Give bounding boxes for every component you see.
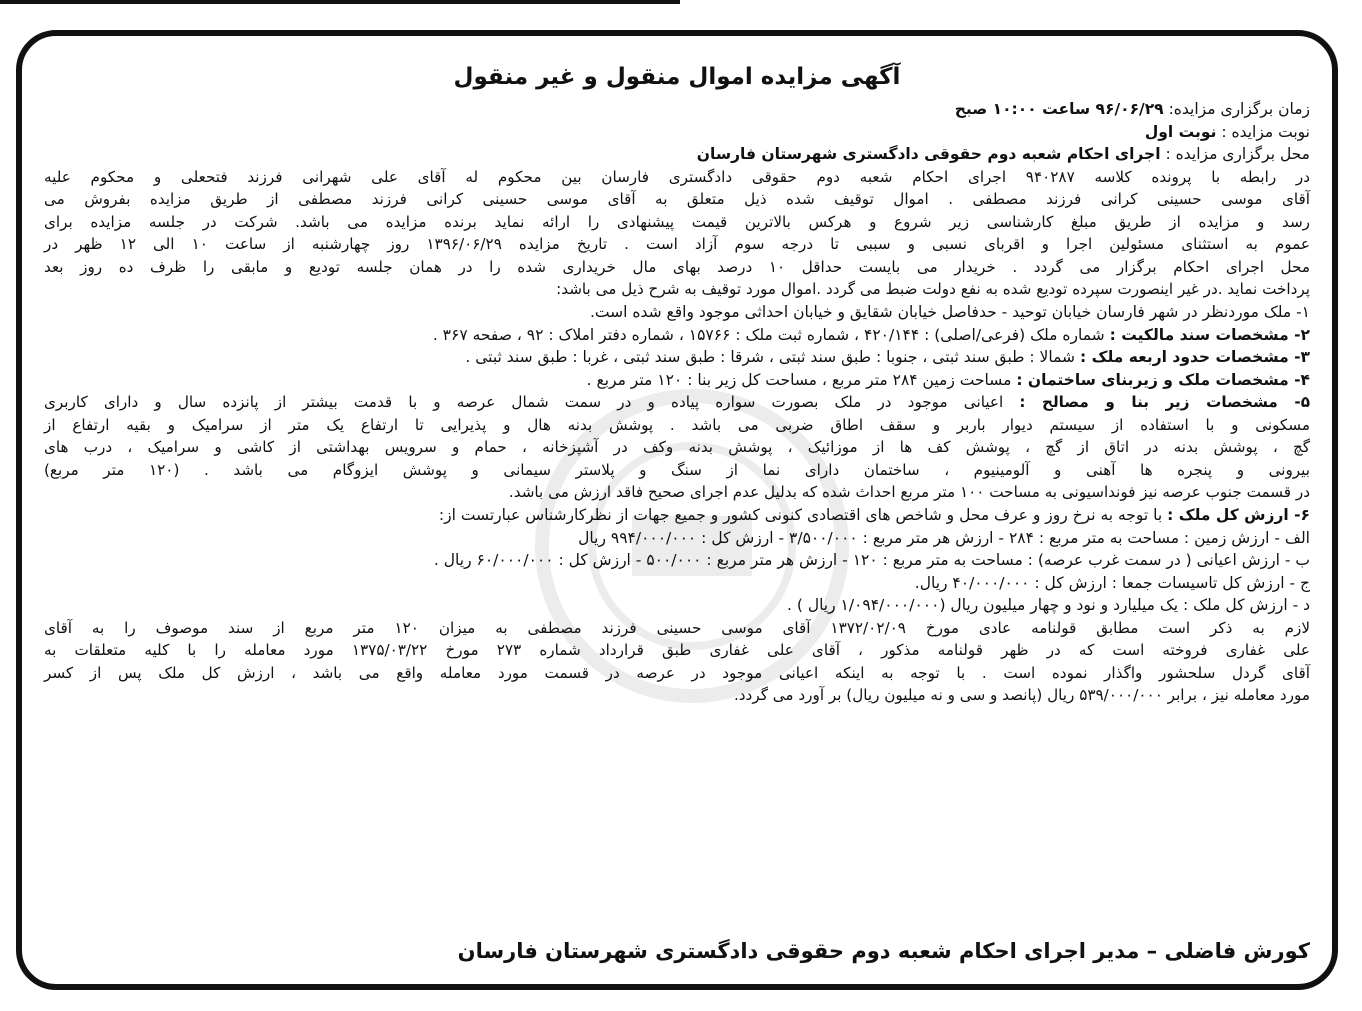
- item-6: [44, 504, 1310, 527]
- item-5-last-line: در قسمت جنوب عرصه نیز فونداسیونی به مساحت ۱۰۰ متر مربع احداث شده که بدلیل عدم اجرای صحیح فاقد ارزش می باشد.: [508, 483, 1310, 502]
- item-2-text: شماره ملک (فرعی/اصلی) : ۴۲۰/۱۴۴ ، شماره ثبت ملک : ۱۵۷۶۶ ، شماره دفتر املاک : ۹۲ ، صفحه ۳۶۷ .: [432, 325, 1110, 344]
- auction-time-value: ۹۶/۰۶/۲۹ ساعت ۱۰:۰۰ صبح: [954, 100, 1164, 118]
- auction-time-label: زمان برگزاری مزایده:: [1168, 100, 1310, 118]
- intro-line: در رابطه با پرونده کلاسه ۹۴۰۲۸۷ اجرای احکام شعبه دوم حقوقی دادگستری فارسان بین محکوم له آقای علی شهرانی فرزند فتحعلی و محکوم علیه: [44, 167, 1310, 186]
- item-4-text: مساحت زمین ۲۸۴ متر مربع ، مساحت کل زیر بنا : ۱۲۰ متر مربع .: [586, 370, 1017, 389]
- item-2: [44, 324, 1310, 347]
- auction-place: [44, 143, 1310, 166]
- item-5-line: مسکونی و با استفاده از سیستم دیوار باربر و سقف اطاق ضربی می باشد . پوشش بدنه هال و پذیرایی تا ارتفاع یک متر از سرامیک و بقیه ارتفاع از: [44, 415, 1310, 434]
- item-5-line: بیرونی و پنجره ها آهنی و آلومینیوم ، ساختمان دارای نما از سنگ و پلاستر سیمانی و پوشش ایزوگام می باشد . (۱۲۰ متر مربع): [44, 460, 1310, 479]
- auction-place-label: محل برگزاری مزایده :: [1165, 145, 1310, 163]
- item-5-line: گچ ، پوشش بدنه در اتاق از گچ ، پوشش کف ها از موزائیک ، پوشش بدنه وکف در آشپزخانه ، حمام و سرویس بهداشتی از کاشی و سرامیک ، درب های: [44, 438, 1310, 457]
- item-3-text: شمالا : طبق سند ثبتی ، جنوبا : طبق سند ثبتی ، شرقا : طبق سند ثبتی ، غربا : طبق سند ثبتی .: [465, 348, 1080, 367]
- signature: کورش فاضلی – مدیر اجرای احکام شعبه دوم حقوقی دادگستری شهرستان فارسان: [457, 939, 1310, 963]
- auction-time: [44, 98, 1310, 121]
- notice-title: آگهی مزایده اموال منقول و غیر منقول: [453, 64, 901, 90]
- intro-line: محل اجرای احکام برگزار می گردد . خریدار می بایست حداقل ۱۰ درصد بهای مال خریداری شده را در همان جلسه تودیع و مابقی را ظرف ده روز بعد: [44, 257, 1310, 276]
- auction-round: [44, 121, 1310, 144]
- auction-place-value: اجرای احکام شعبه دوم حقوقی دادگستری شهرستان فارسان: [696, 145, 1161, 163]
- value-line: الف - ارزش زمین : مساحت به متر مربع : ۲۸۴ - ارزش هر متر مربع : ۳/۵۰۰/۰۰۰ - ارزش کل : ۹۹۴/۰۰۰/۰۰۰ ریال: [578, 528, 1310, 547]
- note-line: علی غفاری فروخته است که در ظهر قولنامه مذکور ، آقای علی غفاری طبق قرارداد شماره ۲۷۳ مورخ ۱۳۷۵/۰۳/۲۲ مورد معامله را با کلیه متعلقات به: [44, 641, 1310, 660]
- intro-line: آقای موسی حسینی کرانی فرزند مصطفی . اموال توقیف شده ذیل متعلق به آقای موسی حسینی کرانی فرزند مصطفی از طریق مزایده بفروش می: [44, 190, 1310, 209]
- intro-line: رسد و مزایده از طریق مبلغ کارشناسی زیر شروع و هرکس بالاترین قیمت پیشنهادی را ارائه نماید برنده مزایده می باشد. شرکت در جلسه مزایده برای: [44, 212, 1310, 231]
- notice-frame: [16, 30, 1338, 990]
- notice-body: [44, 56, 1310, 707]
- value-line: د - ارزش کل ملک : یک میلیارد و نود و چهار میلیون ریال (۱/۰۹۴/۰۰۰/۰۰۰ ریال ) .: [786, 596, 1310, 615]
- item-5-label: ۵- مشخصات زیر بنا و مصالح :: [1019, 393, 1310, 412]
- item-3-label: ۳- مشخصات حدود اربعه ملک :: [1079, 348, 1310, 367]
- item-4: [44, 369, 1310, 392]
- item-6-label: ۶- ارزش کل ملک :: [1167, 506, 1310, 525]
- note-paragraph: [44, 617, 1310, 707]
- top-rule: [0, 0, 680, 4]
- item-3: [44, 346, 1310, 369]
- item-2-label: ۲- مشخصات سند مالکیت :: [1109, 325, 1310, 344]
- value-line: ج - ارزش کل تاسیسات جمعا : ارزش کل : ۴۰/۰۰۰/۰۰۰ ریال.: [914, 573, 1310, 592]
- item-1: ۱- ملک موردنظر در شهر فارسان خیابان توحید - حدفاصل خیابان شقایق و خیابان احداثی موجود واقع شده است.: [589, 303, 1310, 322]
- auction-round-label: نوبت مزایده :: [1221, 122, 1310, 141]
- note-last-line: مورد معامله نیز ، برابر ۵۳۹/۰۰۰/۰۰۰ ریال (پانصد و سی و نه میلیون ریال) بر آورد می گردد.: [733, 686, 1310, 705]
- item-6-text: با توجه به نرخ روز و عرف محل و شاخص های اقتصادی کنونی کشور و جمیع جهات از نظرکارشناس عبارتست از:: [438, 506, 1168, 525]
- value-line: ب - ارزش اعیانی ( در سمت غرب عرصه) : مساحت به متر مربع : ۱۲۰ - ارزش هر متر مربع : ۵۰۰/۰۰۰ - ارزش کل : ۶۰/۰۰۰/۰۰۰ ریال .: [433, 551, 1310, 570]
- note-line: لازم به ذکر است مطابق قولنامه عادی مورخ ۱۳۷۲/۰۲/۰۹ آقای موسی حسینی فرزند مصطفی به میزان ۱۲۰ متر مربع از سند موصوف را به آقای: [44, 618, 1310, 637]
- auction-round-value: نوبت اول: [1144, 122, 1217, 141]
- intro-paragraph: [44, 166, 1310, 302]
- item-5-first-line: [44, 391, 1310, 414]
- item-5: [44, 391, 1310, 504]
- item-4-label: ۴- مشخصات ملک و زیربنای ساختمان :: [1016, 370, 1310, 389]
- note-line: آقای گردل سلحشور واگذار نموده است . با توجه به اینکه اعیانی موجود در عرصه در قسمت مورد معامله واقع می باشد ، ارزش کل ملک پس از کسر: [44, 663, 1310, 682]
- item-5-text: اعیانی موجود در ملک بصورت سواره پیاده و در سمت شمال عرصه و با قدمت بیشتر از پانزده سال و دارای کاربری: [44, 393, 1020, 412]
- intro-last-line: پرداخت نماید .در غیر اینصورت سپرده تودیع شده به نفع دولت ضبط می گردد .اموال مورد توقیف به شرح ذیل می باشد:: [556, 280, 1310, 299]
- intro-line: عموم به استثنای مسئولین اجرا و اقربای نسبی و سببی تا درجه سوم آزاد است . تاریخ مزایده ۱۳۹۶/۰۶/۲۹ روز چهارشنبه از ساعت ۱۰ الی ۱۲ ظهر در: [44, 235, 1310, 254]
